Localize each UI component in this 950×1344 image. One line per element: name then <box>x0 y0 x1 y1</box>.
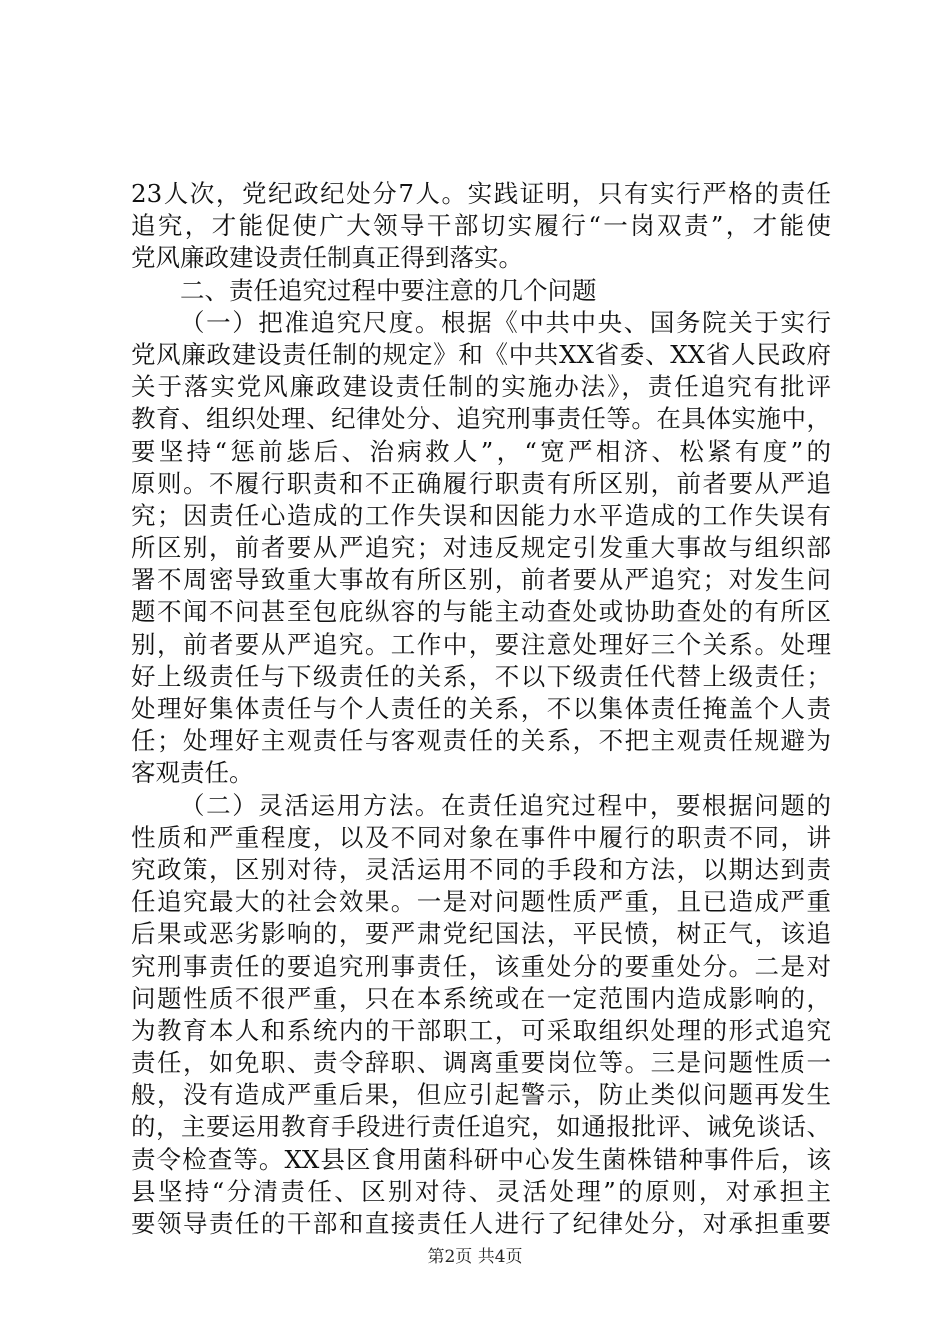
text-line: 好上级责任与下级责任的关系，不以下级责任代替上级责任； <box>131 661 831 691</box>
document-body <box>131 178 831 1240</box>
text-line: 关于落实党风廉政建设责任制的实施办法》，责任追究有批评 <box>131 372 831 402</box>
text-line: 究政策，区别对待，灵活运用不同的手段和方法，以期达到责 <box>131 854 831 884</box>
text-line: 要领导责任的干部和直接责任人进行了纪律处分，对承担重要 <box>131 1209 831 1238</box>
text-line: 所区别，前者要从严追究；对违反规定引发重大事故与组织部 <box>131 533 831 563</box>
text-line: 究刑事责任的要追究刑事责任，该重处分的要重处分。二是对 <box>131 951 831 981</box>
text-line: 责任，如免职、责令辞职、调离重要岗位等。三是问题性质一 <box>131 1048 831 1078</box>
text-line: 为教育本人和系统内的干部职工，可采取组织处理的形式追究 <box>131 1015 831 1045</box>
text-line: 别，前者要从严追究。工作中，要注意处理好三个关系。处理 <box>131 629 831 659</box>
text-line: 责令检查等。XX县区食用菌科研中心发生菌株错种事件后，该 <box>131 1144 831 1174</box>
text-line: 题不闻不问甚至包庇纵容的与能主动查处或协助查处的有所区 <box>131 597 831 627</box>
text-line: 后果或恶劣影响的，要严肃党纪国法，平民愤，树正气，该追 <box>131 919 831 949</box>
page-footer: 第2页 共4页 <box>427 1247 523 1267</box>
text-line: 的，主要运用教育手段进行责任追究，如通报批评、诫免谈话、 <box>131 1112 831 1142</box>
text-line: 客观责任。 <box>131 758 254 788</box>
text-line: 教育、组织处理、纪律处分、追究刑事责任等。在具体实施中， <box>131 404 831 434</box>
section-heading: 二、责任追究过程中要注意的几个问题 <box>180 275 597 305</box>
text-line: 任；处理好主观责任与客观责任的关系，不把主观责任规避为 <box>131 726 831 756</box>
text-line: 任追究最大的社会效果。一是对问题性质严重，且已造成严重 <box>131 887 831 917</box>
text-line: 署不周密导致重大事故有所区别，前者要从严追究；对发生问 <box>131 565 831 595</box>
text-line: 党风廉政建设责任制的规定》和《中共XX省委、XX省人民政府 <box>131 339 831 369</box>
text-line: 原则。不履行职责和不正确履行职责有所区别，前者要从严追 <box>131 468 831 498</box>
text-line: 问题性质不很严重，只在本系统或在一定范围内造成影响的， <box>131 983 831 1013</box>
text-line: （二）灵活运用方法。在责任追究过程中，要根据问题的 <box>180 790 831 820</box>
text-line: 23人次，党纪政纪处分7人。实践证明，只有实行严格的责任 <box>131 179 831 208</box>
text-line: （一）把准追究尺度。根据《中共中央、国务院关于实行 <box>180 307 831 337</box>
text-line: 追究，才能促使广大领导干部切实履行“一岗双责”，才能使 <box>131 211 831 241</box>
text-line: 般，没有造成严重后果，但应引起警示，防止类似问题再发生 <box>131 1080 831 1110</box>
text-line: 党风廉政建设责任制真正得到落实。 <box>131 243 523 273</box>
text-line: 要坚持“惩前毖后、治病救人”，“宽严相济、松紧有度”的 <box>131 436 831 466</box>
text-line: 处理好集体责任与个人责任的关系，不以集体责任掩盖个人责 <box>131 694 831 723</box>
text-line: 究；因责任心造成的工作失误和因能力水平造成的工作失误有 <box>131 500 831 530</box>
text-line: 县坚持“分清责任、区别对待、灵活处理”的原则，对承担主 <box>131 1176 831 1206</box>
text-line: 性质和严重程度，以及不同对象在事件中履行的职责不同，讲 <box>131 822 831 852</box>
